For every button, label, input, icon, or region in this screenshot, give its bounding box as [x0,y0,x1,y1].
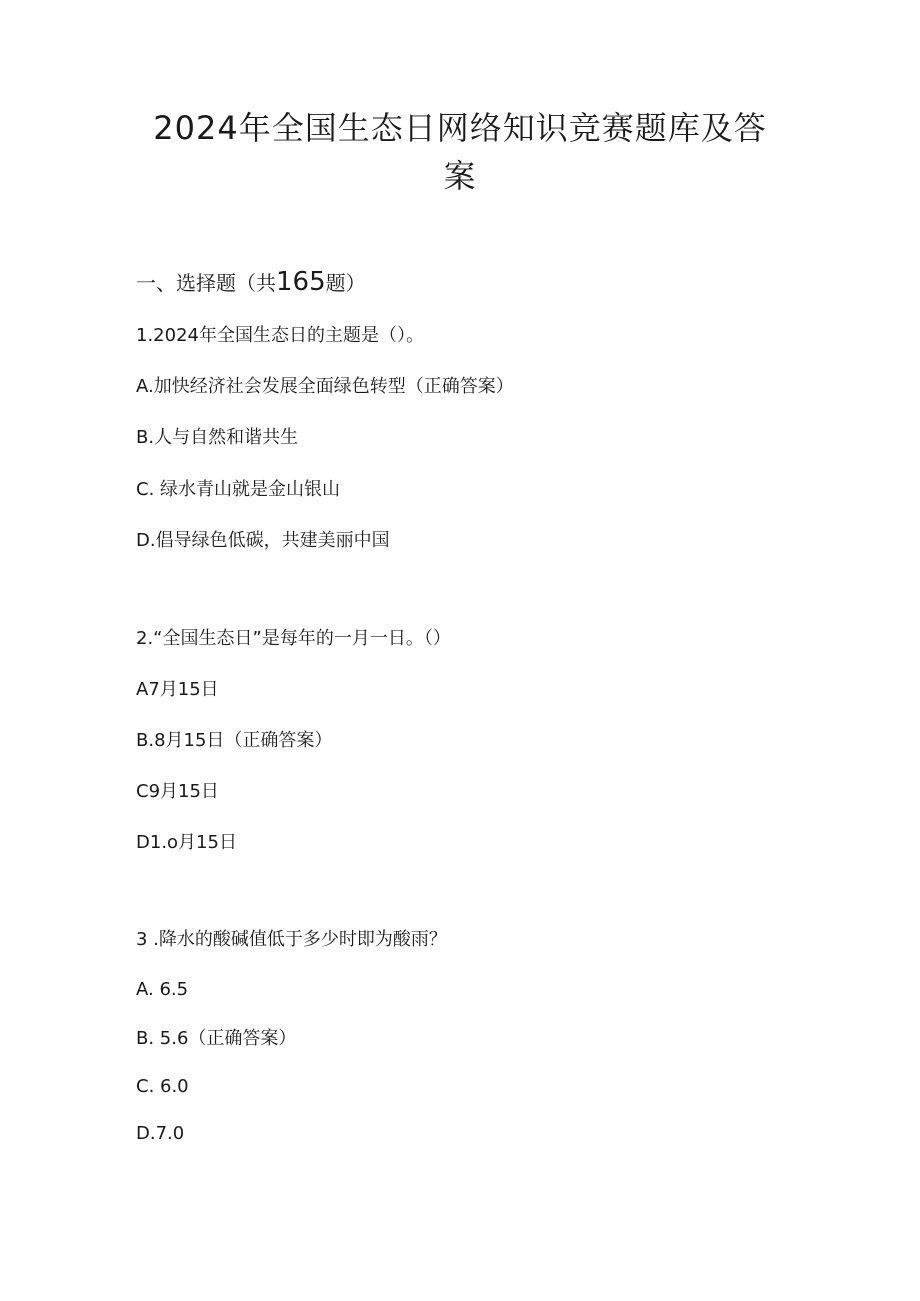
question-3-option-d: D.7.0 [136,1123,185,1144]
question-1-option-b: B.人与自然和谐共生 [136,427,299,448]
section-suffix: 题） [325,271,366,295]
question-1-stem: 1.2024年全国生态日的主题是（）。 [136,325,424,346]
question-1-option-d: D.倡导绿色低碳，共建美丽中国 [136,530,390,551]
question-count: 165 [276,267,326,297]
question-2-option-b: B.8月15日（正确答案） [136,730,333,751]
title-line-2: 案 [443,157,477,195]
question-1-option-a: A.加快经济社会发展全面绿色转型（正确答案） [136,376,514,397]
question-3-option-b: B. 5.6（正确答案） [136,1028,297,1049]
title-line-1: 2024年全国生态日网络知识竞赛题库及答 [153,109,767,147]
question-2-option-d: D1.o月15日 [136,832,237,853]
question-2-option-a: A7月15日 [136,679,219,700]
question-1-option-c: C. 绿水青山就是金山银山 [136,479,341,500]
question-2-option-c: C9月15日 [136,781,219,802]
document-title [120,104,800,200]
question-2-stem: 2.“全国生态日”是每年的一月一日。（） [136,628,451,649]
question-3-option-a: A. 6.5 [136,979,189,1000]
question-3-option-c: C. 6.0 [136,1076,189,1097]
section-prefix: 一、选择题（共 [136,271,276,295]
section-heading [136,264,366,301]
question-3-stem: 3 .降水的酸碱值低于多少时即为酸雨？ [136,929,447,950]
